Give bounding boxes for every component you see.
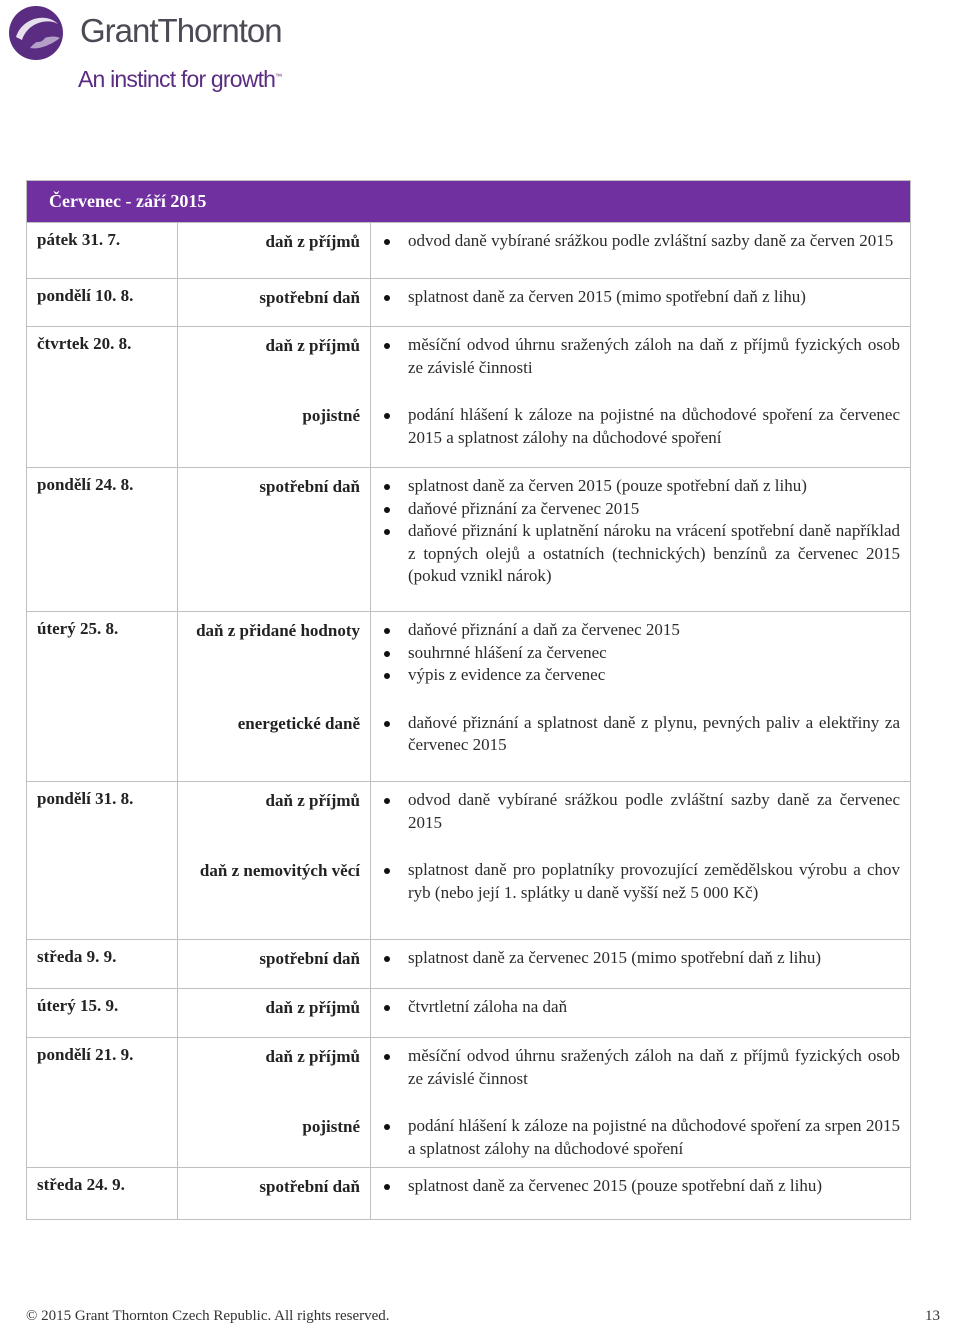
obligation-item: měsíční odvod úhrnu sražených záloh na daň z příjmů fyzických osob ze závislé činnosti (371, 334, 900, 379)
tax-type-label: spotřební daň (259, 477, 360, 496)
tagline (78, 66, 281, 93)
obligation-item: měsíční odvod úhrnu sražených záloh na daň z příjmů fyzických osob ze závislé činnost (371, 1045, 900, 1090)
obligation-item: daňové přiznání k uplatnění nároku na vrácení spotřební daně například z topných olejů a ostatních (technických) benzínů za červenec 2015 (pokud vznikl nárok) (371, 520, 900, 588)
row-obligations (371, 612, 911, 782)
obligation-group (371, 279, 910, 309)
obligation-item: splatnost daně za červenec 2015 (pouze spotřební daň z lihu) (371, 1175, 900, 1198)
obligation-group (371, 1038, 910, 1090)
obligation-item: daňové přiznání za červenec 2015 (371, 498, 900, 521)
obligation-group (371, 397, 910, 449)
obligation-item: splatnost daně za červenec 2015 (mimo spotřební daň z lihu) (371, 947, 900, 970)
table-row (27, 223, 911, 279)
table-row (27, 279, 911, 327)
row-obligations (371, 279, 911, 327)
obligation-item: čtvrtletní záloha na daň (371, 996, 900, 1019)
row-date: čtvrtek 20. 8. (27, 327, 178, 468)
table-header-row (27, 181, 911, 223)
obligation-item: podání hlášení k záloze na pojistné na důchodové spoření za srpen 2015 a splatnost zálohy na důchodové spoření (371, 1115, 900, 1160)
table-row (27, 468, 911, 612)
table-row (27, 612, 911, 782)
row-tax-types (178, 279, 371, 327)
row-tax-types (178, 1168, 371, 1220)
copyright: © 2015 Grant Thornton Czech Republic. All rights reserved. (26, 1308, 390, 1324)
row-obligations (371, 940, 911, 989)
tax-type-label: daň z příjmů (265, 336, 360, 355)
row-obligations (371, 1038, 911, 1168)
logo (8, 4, 308, 94)
row-date: pondělí 24. 8. (27, 468, 178, 612)
obligation-item: splatnost daně za červen 2015 (pouze spotřební daň z lihu) (371, 475, 900, 498)
row-obligations (371, 223, 911, 279)
trademark-mark: ™ (275, 73, 282, 81)
row-tax-types (178, 940, 371, 989)
tax-calendar-body (27, 181, 911, 1220)
obligation-group (371, 852, 910, 904)
row-tax-types (178, 223, 371, 279)
row-date: pondělí 31. 8. (27, 782, 178, 940)
obligation-group (371, 223, 910, 253)
tax-type-label: daň z příjmů (265, 232, 360, 251)
tax-type-label: spotřební daň (259, 288, 360, 307)
tagline-text: An instinct for growth (78, 66, 276, 92)
row-date: pátek 31. 7. (27, 223, 178, 279)
row-tax-types (178, 782, 371, 940)
table-row (27, 1038, 911, 1168)
row-obligations (371, 1168, 911, 1220)
tax-type-label: energetické daně (237, 713, 360, 733)
tax-type-label: daň z příjmů (265, 998, 360, 1017)
row-obligations (371, 989, 911, 1038)
row-tax-types (178, 989, 371, 1038)
row-tax-types (178, 1038, 371, 1168)
grant-thornton-logo-icon (8, 4, 66, 62)
row-date: úterý 25. 8. (27, 612, 178, 782)
obligation-group (371, 940, 910, 970)
row-date: středa 9. 9. (27, 940, 178, 989)
row-obligations (371, 468, 911, 612)
tax-type-label: pojistné (302, 1117, 360, 1136)
obligation-item: splatnost daně pro poplatníky provozující zemědělskou výrobu a chov ryb (nebo její 1. splátky u daně vyšší než 5 000 Kč) (371, 859, 900, 904)
tax-type-label: spotřební daň (259, 949, 360, 968)
obligation-item: daňové přiznání a splatnost daně z plynu, pevných paliv a elektřiny za červenec 2015 (371, 712, 900, 757)
tax-type-label: daň z příjmů (265, 1047, 360, 1066)
page-number: 13 (925, 1308, 940, 1324)
obligation-item: výpis z evidence za červenec (371, 664, 900, 687)
table-row (27, 1168, 911, 1220)
obligation-item: souhrnné hlášení za červenec (371, 642, 900, 665)
table-row (27, 989, 911, 1038)
obligation-group (371, 1108, 910, 1160)
obligation-group (371, 468, 910, 588)
table-row (27, 327, 911, 468)
row-date: úterý 15. 9. (27, 989, 178, 1038)
obligation-item: podání hlášení k záloze na pojistné na důchodové spoření za červenec 2015 a splatnost zálohy na důchodové spoření (371, 404, 900, 449)
obligation-item: daňové přiznání a daň za červenec 2015 (371, 619, 900, 642)
tax-type-label: daň z nemovitých věcí (199, 861, 360, 880)
row-date: pondělí 21. 9. (27, 1038, 178, 1168)
row-obligations (371, 327, 911, 468)
row-date: středa 24. 9. (27, 1168, 178, 1220)
obligation-group (371, 989, 910, 1019)
tax-calendar-table (26, 180, 911, 1220)
row-tax-types (178, 468, 371, 612)
tax-type-label: spotřební daň (259, 1177, 360, 1196)
period-title: Červenec - září 2015 (27, 181, 911, 223)
obligation-group (371, 782, 910, 834)
row-obligations (371, 782, 911, 940)
row-tax-types (178, 612, 371, 782)
obligation-group (371, 1168, 910, 1198)
tax-type-label: daň z příjmů (265, 791, 360, 810)
brand-name: GrantThornton (80, 12, 282, 49)
tax-type-label: daň z přidané hodnoty (196, 621, 360, 640)
tax-type-label: pojistné (302, 406, 360, 425)
row-tax-types (178, 327, 371, 468)
obligation-item: odvod daně vybírané srážkou podle zvláštní sazby daně za červenec 2015 (371, 789, 900, 834)
table-row (27, 782, 911, 940)
obligation-item: splatnost daně za červen 2015 (mimo spotřební daň z lihu) (371, 286, 900, 309)
obligation-group (371, 705, 910, 757)
obligation-group (371, 612, 910, 687)
obligation-group (371, 327, 910, 379)
row-date: pondělí 10. 8. (27, 279, 178, 327)
obligation-item: odvod daně vybírané srážkou podle zvláštní sazby daně za červen 2015 (371, 230, 900, 253)
table-row (27, 940, 911, 989)
